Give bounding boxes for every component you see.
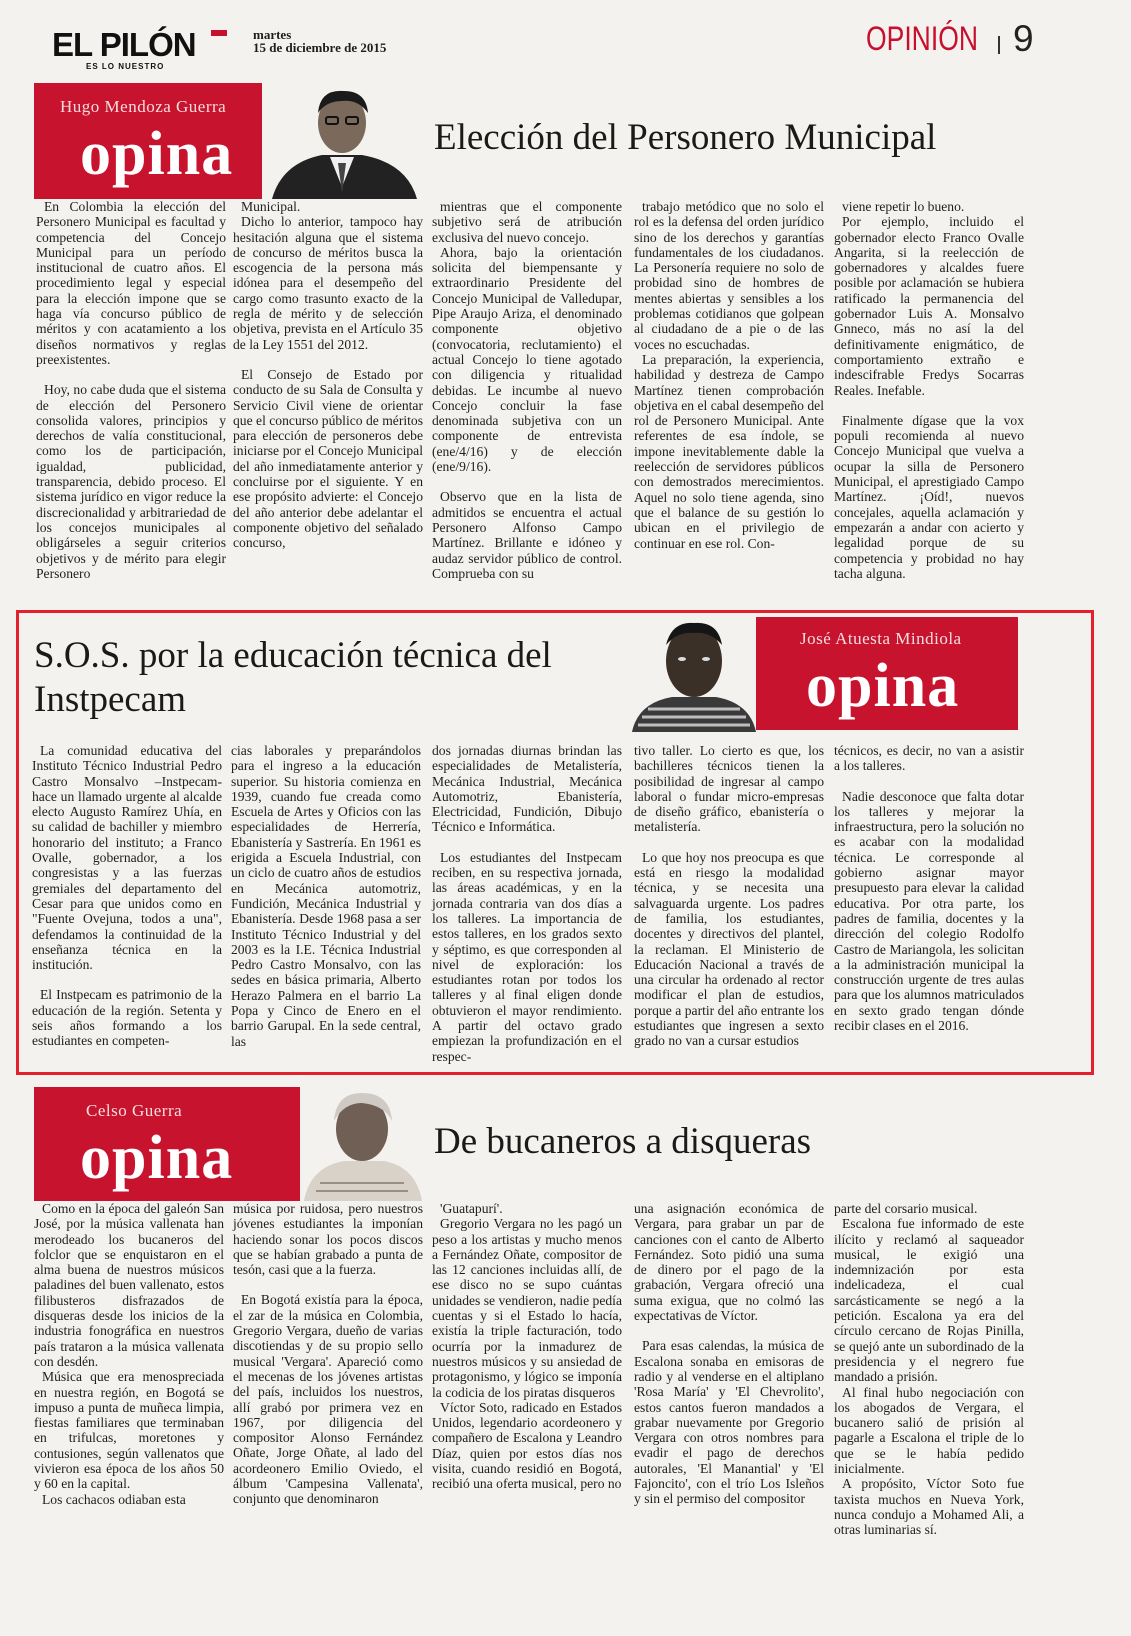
article2-col2: [231, 743, 421, 1049]
paragraph: Ahora, bajo la orientación solicita del biempensante y extraordinario Presidente del Concejo Municipal de Valledupar, Pipe Araujo Ariza, el denominado componente objetivo (convocatoria, reclutamiento) el actual Concejo lo tiene agotado con diligencia y ritualidad debidas. Le incumbe al nuevo Concejo concluir la fase denominada subjetiva con un componente de entrevista (ene/4/16) y de elección (ene/9/16).: [432, 244, 622, 475]
issue-fulldate: 15 de diciembre de 2015: [253, 40, 387, 55]
paragraph: Para esas calendas, la música de Escalona sonaba en emisoras de radio y al venderse en el altiplano 'Rosa María' y 'El Chevrolito', estos cantos fueron mandados a grabar nuevamente por Gregorio Vergara con otros nombres para evadir el pago de derechos autorales, 'El Manantial' y 'El Fajoncito', con el trío Los Isleños y sin el permiso del compositor: [634, 1338, 824, 1507]
paragraph: dos jornadas diurnas brindan las especialidades de Metalistería, Mecánica Industrial, Mecánica Automotriz, Ebanistería, Electricidad, Fundición, Dibujo Técnico e Informática.: [432, 743, 622, 835]
article1-col3: [432, 199, 622, 581]
paragraph: trabajo metódico que no solo el rol es la defensa del orden jurídico sino de los derechos y garantías fundamentales de los ciudadanos. La Personería requiere no solo de probidad sino de hombres de mentes abiertas y sensibles a los problemas cotidianos que golpean al ciudadano de a pie o de las voces no escuchadas.: [634, 199, 824, 352]
opina-label: opina: [80, 1124, 234, 1192]
author-box-1: [34, 83, 262, 199]
paragraph: Observo que en la lista de admitidos se encuentra el actual Personero Alfonso Campo Martínez. Brillante e idóneo y audaz servidor público de control. Comprueba con su: [432, 489, 622, 581]
section-separator: [998, 36, 1000, 54]
paragraph: A propósito, Víctor Soto fue taxista muchos en Nueva York, nunca condujo a Mohamed Ali, a otras luminarias sí.: [834, 1476, 1024, 1538]
article2-col4: [634, 743, 824, 1049]
article3-headline: De bucaneros a disqueras: [434, 1121, 812, 1162]
paragraph: Los cachacos odiaban esta: [42, 1491, 186, 1507]
author-photo-2: [632, 617, 756, 732]
article2-col1: [32, 743, 222, 1049]
opina-label: opina: [80, 120, 234, 188]
article1-col1: [36, 199, 226, 581]
paragraph: Escalona fue informado de este ilícito y reclamó al saqueador musical, le exigió una indemnización por esta indelicadeza, el cual sarcásticamente se negó a la petición. Escalona ya era del círculo cercano de Rojas Pinilla, se quejó ante un subordinado de la presidencia y el negrero fue mandado a prisión.: [834, 1216, 1024, 1385]
paragraph: Víctor Soto, radicado en Estados Unidos, legendario acordeonero y compañero de Escalona y Leandro Díaz, quien por estos días nos visita, cuando residió en Bogotá, recibió una oferta musical, pero no: [432, 1399, 622, 1492]
article1-col4: [634, 199, 824, 551]
article3-col5: [834, 1201, 1024, 1538]
paragraph: En Colombia la elección del Personero Municipal es facultad y competencia del Concejo Municipal para un período institucional de cuatro años. El procedimiento legal y especial para la elección impone que se haga vía concurso público de méritos y con acatamiento a los diseños normativos y reglas preexistentes.: [36, 199, 226, 367]
page-number: 9: [1013, 18, 1034, 59]
article1-col5: [834, 199, 1024, 581]
author-name: Celso Guerra: [86, 1101, 183, 1120]
issue-date: [253, 28, 386, 54]
paragraph: En Bogotá existía para la época, el zar de la música en Colombia, Gregorio Vergara, dueño de varias discotiendas y de su propio sello musical 'Vergara'. Apareció como el mecenas de los jóvenes artistas del país, incluidos los nuestros, allí grabó por primera vez en 1967, por diligencia del compositor Alonso Fernández Oñate, Jorge Oñate, al lado del acordeonero Emilio Oviedo, el álbum 'Campesina Vallenata', conjunto que denominaron: [233, 1292, 423, 1507]
headline-line: Instpecam: [34, 679, 187, 720]
article1-col2: [233, 199, 423, 551]
paragraph: Lo que hoy nos preocupa es que está en riesgo la modalidad técnica, y se necesita una salvaguarda urgente. Los padres de familia, los estudiantes, docentes y directivos del plantel, la reclaman. El Ministerio de Educación Nacional a través de una circular ha ordenado al rector modificar el plan de estudios, porque a partir del año entrante los estudiantes que ingresen a sexto grado no van a cursar estudios: [634, 849, 824, 1049]
opina-label: opina: [806, 652, 960, 720]
paragraph: El Instpecam es patrimonio de la educación de la región. Setenta y seis años formando a los estudiantes en competen-: [32, 987, 222, 1049]
author-box-3: [34, 1087, 300, 1201]
paragraph: 'Guatapurí'.: [440, 1201, 503, 1216]
issue-weekday: martes: [253, 27, 292, 42]
paragraph: Como en la época del galeón San José, por la música vallenata han merodeado los bucaneros del folclor que se enquistaron en el alma buena de nuestros músicos paladines del buen vallenato, estos filibusteros disfrazados de disqueras desde los inicios de la industria fonográfica en nuestros país trataron a la música vallenata con desdén.: [34, 1201, 224, 1369]
paragraph: una asignación económica de Vergara, para grabar un par de canciones con el canto de Alberto Fernández. Soto pidió una suma de dinero por el pago de la grabación, Vergara ofreció una suma exigua, que no colmó las expectativas de Víctor.: [634, 1201, 824, 1324]
author-photo-1: [262, 83, 424, 199]
logo-accent: [211, 30, 227, 36]
logo-tagline: ES LO NUESTRO: [86, 62, 165, 71]
paragraph: música por ruidosa, pero nuestros jóvenes estudiantes la imponían haciendo sonar los pocos discos que se habían grabado a punta de tesón, casi que a la fuerza.: [233, 1201, 423, 1278]
article1-headline: Elección del Personero Municipal: [434, 117, 937, 158]
paragraph: Finalmente dígase que la vox populi recomienda al nuevo Concejo Municipal que vuelva a ocupar la silla de Personero Municipal, el aprestigiado Campo Martínez. ¡Oíd!, nuevos concejales, aquella aclamación y empezarán a andar con acierto y legalidad porque de su competencia y probidad no hay tacha alguna.: [834, 412, 1024, 581]
paragraph: tivo taller. Lo cierto es que, los bachilleres técnicos tienen la posibilidad de ingresar al campo laboral o fundar micro-empresas de diseño gráfico, ebanistería o metalistería.: [634, 743, 824, 835]
article3-col3: [432, 1201, 622, 1492]
paragraph: viene repetir lo bueno.: [842, 199, 965, 214]
author-name: Hugo Mendoza Guerra: [60, 97, 227, 116]
author-name: José Atuesta Mindiola: [800, 629, 962, 648]
section-title: OPINIÓN: [866, 20, 978, 58]
author-box-2: [756, 617, 1018, 730]
paragraph: Municipal.: [241, 199, 301, 214]
paragraph: Al final hubo negociación con los abogados de Vergara, el bucanero salió de prisión al pagarle a Escalona el triple de lo que se le había pedido inicialmente.: [834, 1384, 1024, 1477]
paragraph: Por ejemplo, incluido el gobernador electo Franco Ovalle Angarita, si la reelección de gobernadores y alcaldes fuere posible por aclamación se hubiera ratificado la permanencia del gobernador Luis A. Monsalvo Gnneco, más no así la del definitivamente enigmático, de comportamiento extraño e indescifrable Fredys Socarras Reales. Inefable.: [834, 214, 1024, 398]
article3-col2: [233, 1201, 423, 1507]
paragraph: Gregorio Vergara no les pagó un peso a los artistas y mucho menos a Fernández Oñate, compositor de las 12 canciones incluidas allí, de ese disco no se supo cuántas unidades se vendieron, nadie pedía cuentas y si el Estado lo hacía, existía la triple facturación, todo ocurría por la inmadurez de nuestros músicos y su ansiedad de protagonismo, y lógico se imponía la codicia de los piratas disqueros: [432, 1216, 622, 1400]
article3-col1: [34, 1201, 224, 1507]
paragraph: Los estudiantes del Instpecam reciben, en su respectiva jornada, las áreas académicas, y en la jornada contraria van dos días a los talleres. La importancia de estos talleres, en los grados sexto y séptimo, es que corresponden al nivel de exploración: los estudiantes rotan por todos los talleres y al final eligen donde obtuvieron el mayor rendimiento. A partir del octavo grado empiezan la profundización en el respec-: [432, 849, 622, 1064]
article2-col3: [432, 743, 622, 1064]
paragraph: cias laborales y preparándolos para el ingreso a la educación superior. Su historia comienza en 1939, cuando fue creada como Escuela de Artes y Oficios con las especialidades de Herrería, Ebanistería y Sastrería. En 1961 es erigida a Escuela Industrial, con un ciclo de cuatro años de estudios en Mecánica automotriz, Fundición, Mecánica Industrial y Ebanistería. Desde 1968 pasa a ser Instituto Técnico Industrial y del 2003 es la I.E. Técnica Industrial Pedro Castro Monsalvo, con las sedes en básica primaria, Alberto Herazo Palmera en el barrio La Popa y Cinco de Enero en el barrio Garupal. En la sede central, las: [231, 743, 421, 1049]
paragraph: mientras que el componente subjetivo será de atribución exclusiva del nuevo concejo.: [432, 199, 622, 245]
paragraph: Dicho lo anterior, tampoco hay hesitación alguna que el sistema de concurso de méritos busca la escogencia de la persona más idónea para el desempeño del cargo como trasunto exacto de la regla de mérito y de selección objetiva, prevista en el Artículo 35 de la Ley 1551 del 2012.: [233, 214, 423, 352]
paragraph: La comunidad educativa del Instituto Técnico Industrial Pedro Castro Monsalvo –Instpecam- hace un llamado urgente al alcalde electo Augusto Ramírez Uhía, en su calidad de bachiller y miembro honorario del instituto; a Franco Ovalle, gobernador, a los congresistas y a las fuerzas gremiales del departamento del Cesar para que unidos como en "Fuente Ovejuna, todos a una", defendamos la continuidad de la enseñanza técnica en la institución.: [32, 743, 222, 973]
paragraph: El Consejo de Estado por conducto de su Sala de Consulta y Servicio Civil viene de orientar que el concurso público de méritos para elección de personeros debe iniciarse por el Concejo Municipal del año inmediatamente anterior y concluirse por el siguiente. Y en ese propósito advierte: el Concejo del año anterior debe adelantar el componente objetivo del señalado concurso,: [233, 366, 423, 551]
newspaper-logo: EL PILÓN: [52, 26, 196, 63]
article2-headline: [34, 634, 552, 722]
paragraph: Nadie desconoce que falta dotar los talleres y mejorar la infraestructura, pero la solución no es acabar con la modalidad técnica. Le corresponde al gobierno asignar mayor presupuesto para elevar la calidad educativa. Por otra parte, los padres de familia, docentes y la dirección del colegio Rodolfo Castro de Mariangola, les solicitan a la administración municipal la construcción urgente de tres aulas para que los alumnos matriculados en sexto grado tengan dónde recibir clases en el 2016.: [834, 788, 1024, 1034]
paragraph: Música que era menospreciada en nuestra región, en Bogotá se impuso a punta de muñeca limpia, fiestas familiares que terminaban en trifulcas, moretones y contusiones, según vallenatos que vivieron esa época de los años 50 y 60 en la capital.: [34, 1369, 224, 1492]
author-photo-3: [300, 1087, 424, 1201]
paragraph: Hoy, no cabe duda que el sistema de elección del Personero consolida valores, principios y derechos de valía constitucional, como los de participación, igualdad, publicidad, transparencia, debido proceso. El sistema jurídico en vigor reduce la discrecionalidad y arbitrariedad de los concejos municipales al obligárseles a seguir criterios objetivos y de mérito para elegir Personero: [36, 382, 226, 581]
paragraph: parte del corsario musical.: [834, 1201, 978, 1216]
headline-line: S.O.S. por la educación técnica del: [34, 635, 552, 676]
paragraph: técnicos, es decir, no van a asistir a los talleres.: [834, 743, 1024, 774]
article2-col5: [834, 743, 1024, 1033]
article3-col4: [634, 1201, 824, 1507]
paragraph: La preparación, la experiencia, habilidad y destreza de Campo Martínez tienen comprobación objetiva en el cabal desempeño del rol de Personero Municipal. Ante referentes de esa índole, se impone inevitablemente dable la reelección de servidores públicos con demostrados merecimientos. Aquel no solo tiene agenda, sino que el balance de su gestión lo ubican en el privilegio de continuar en ese rol. Con-: [634, 351, 824, 551]
